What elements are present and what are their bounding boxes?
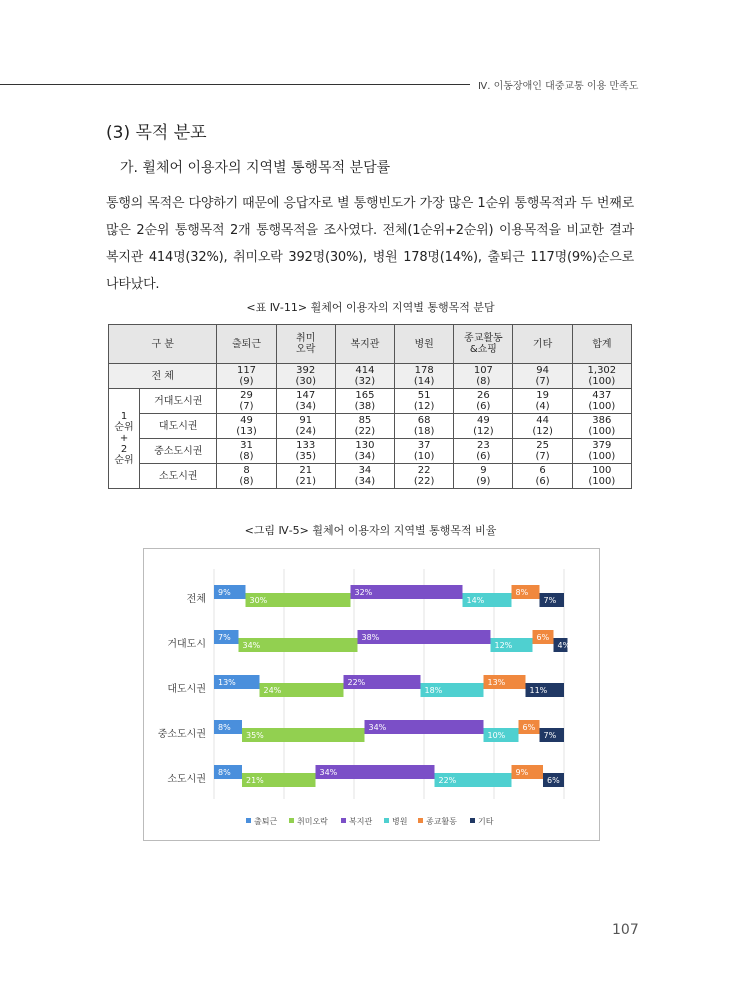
legend-swatch <box>289 818 294 823</box>
table-cell: 51 (12) <box>395 389 454 414</box>
body-paragraph: 통행의 목적은 다양하기 때문에 응답자로 별 통행빈도가 가장 많은 1순위 통행목적과 두 번째로 많은 2순위 통행목적 2개 통행목적을 조사였다. 전체(1순위+2순위) 이용목적을 비교한 결과 복지관 414명(32%), 취미오락 392명(30%), 병원 178명(14%), 출퇴근 117명(9%)순으로 나타났다. <box>106 196 634 292</box>
data-label: 9% <box>218 588 231 597</box>
legend-label: 출퇴근 <box>254 817 278 826</box>
data-label: 6% <box>522 723 536 732</box>
data-label: 32% <box>354 588 373 597</box>
table-cell: 91 (24) <box>276 414 335 439</box>
table-header-row <box>109 325 632 364</box>
data-label: 4% <box>557 641 571 650</box>
table-cell: 21 (21) <box>276 464 335 489</box>
table-row <box>109 439 632 464</box>
purpose-table <box>108 324 632 489</box>
data-label: 6% <box>547 776 560 785</box>
table-row <box>109 389 632 414</box>
chart-canvas <box>144 549 599 840</box>
data-label: 10% <box>487 731 506 740</box>
data-label: 13% <box>218 678 236 687</box>
data-label: 13% <box>487 678 506 687</box>
data-label: 8% <box>218 723 231 732</box>
legend-swatch <box>470 818 475 823</box>
table-cell: 1,302 (100) <box>572 364 631 389</box>
table-cell: 6 (6) <box>513 464 572 489</box>
data-label: 11% <box>529 686 548 695</box>
category-label: 거대도시 <box>167 639 206 650</box>
table-cell: 25 (7) <box>513 439 572 464</box>
legend-label: 종교활동 <box>426 817 457 826</box>
category-label: 중소도시권 <box>157 729 206 740</box>
table-cell: 392 (30) <box>276 364 335 389</box>
table-caption: <표 Ⅳ-11> 휠체어 이용자의 지역별 통행목적 분담 <box>246 301 495 314</box>
data-label: 24% <box>263 686 282 695</box>
data-label: 34% <box>368 723 387 732</box>
data-label: 38% <box>361 633 380 642</box>
table-row <box>109 414 632 439</box>
table-cell: 147 (34) <box>276 389 335 414</box>
data-label: 9% <box>515 768 529 777</box>
table-cell: 130 (34) <box>335 439 394 464</box>
table-cell: 22 (22) <box>395 464 454 489</box>
table-cell: 9 (9) <box>454 464 513 489</box>
header-other: 기타 <box>513 325 572 364</box>
header-religion: 종교활동 &쇼핑 <box>454 325 513 364</box>
table-cell: 49 (13) <box>217 414 276 439</box>
data-label: 7% <box>543 596 557 605</box>
purpose-chart <box>143 548 600 841</box>
data-label: 30% <box>249 596 268 605</box>
table-cell: 23 (6) <box>454 439 513 464</box>
table-cell: 178 (14) <box>395 364 454 389</box>
table-cell: 133 (35) <box>276 439 335 464</box>
data-label: 21% <box>246 776 264 785</box>
data-label: 8% <box>218 768 231 777</box>
header-welfare: 복지관 <box>335 325 394 364</box>
figure-caption: <그림 Ⅳ-5> 휠체어 이용자의 지역별 통행목적 비율 <box>244 524 497 537</box>
data-label: 34% <box>242 641 261 650</box>
table-row <box>109 464 632 489</box>
header-rule <box>0 84 470 85</box>
legend-swatch <box>384 818 389 823</box>
table-cell: 34 (34) <box>335 464 394 489</box>
data-label: 18% <box>424 686 443 695</box>
chapter-header: Ⅳ. 이동장애인 대중교통 이용 만족도 <box>478 81 639 92</box>
table-cell: 8 (8) <box>217 464 276 489</box>
table-row-total <box>109 364 632 389</box>
data-label: 7% <box>543 731 557 740</box>
data-label: 6% <box>536 633 550 642</box>
table-cell: 85 (22) <box>335 414 394 439</box>
table-cell: 379 (100) <box>572 439 631 464</box>
table-cell: 386 (100) <box>572 414 631 439</box>
table-cell: 26 (6) <box>454 389 513 414</box>
data-label: 14% <box>466 596 485 605</box>
table-cell: 100 (100) <box>572 464 631 489</box>
table-cell: 49 (12) <box>454 414 513 439</box>
row-label: 대도시권 <box>140 414 217 439</box>
row-label: 전 체 <box>109 364 217 389</box>
legend-swatch <box>246 818 251 823</box>
table-cell: 29 (7) <box>217 389 276 414</box>
data-label: 22% <box>438 776 457 785</box>
legend-label: 취미오락 <box>297 817 328 826</box>
row-label: 중소도시권 <box>140 439 217 464</box>
legend-label: 병원 <box>392 817 408 826</box>
table-cell: 117 (9) <box>217 364 276 389</box>
header-category: 구 분 <box>109 325 217 364</box>
header-commute: 출퇴근 <box>217 325 276 364</box>
table-cell: 31 (8) <box>217 439 276 464</box>
row-label: 거대도시권 <box>140 389 217 414</box>
table-cell: 44 (12) <box>513 414 572 439</box>
sub-title: 가. 휠체어 이용자의 지역별 통행목적 분담률 <box>120 160 391 176</box>
category-label: 소도시권 <box>167 774 206 785</box>
table-cell: 165 (38) <box>335 389 394 414</box>
table-cell: 68 (18) <box>395 414 454 439</box>
table-cell: 94 (7) <box>513 364 572 389</box>
data-label: 35% <box>246 731 264 740</box>
legend-swatch <box>418 818 423 823</box>
section-title: (3) 목적 분포 <box>106 123 207 143</box>
data-label: 8% <box>515 588 529 597</box>
legend-label: 복지관 <box>349 817 373 826</box>
data-label: 12% <box>494 641 513 650</box>
header-hospital: 병원 <box>395 325 454 364</box>
category-label: 대도시권 <box>167 684 206 695</box>
data-label: 7% <box>218 633 231 642</box>
row-label: 소도시권 <box>140 464 217 489</box>
table-cell: 37 (10) <box>395 439 454 464</box>
table-cell: 414 (32) <box>335 364 394 389</box>
table-cell: 19 (4) <box>513 389 572 414</box>
data-label: 22% <box>347 678 366 687</box>
legend-label: 기타 <box>478 817 494 826</box>
page-number: 107 <box>612 922 639 938</box>
legend-swatch <box>341 818 346 823</box>
data-label: 34% <box>319 768 338 777</box>
table-cell: 437 (100) <box>572 389 631 414</box>
category-label: 전체 <box>186 594 206 605</box>
table-cell: 107 (8) <box>454 364 513 389</box>
rank-label: 1 순위 + 2 순위 <box>109 389 140 489</box>
header-total: 합계 <box>572 325 631 364</box>
header-hobby: 취미 오락 <box>276 325 335 364</box>
